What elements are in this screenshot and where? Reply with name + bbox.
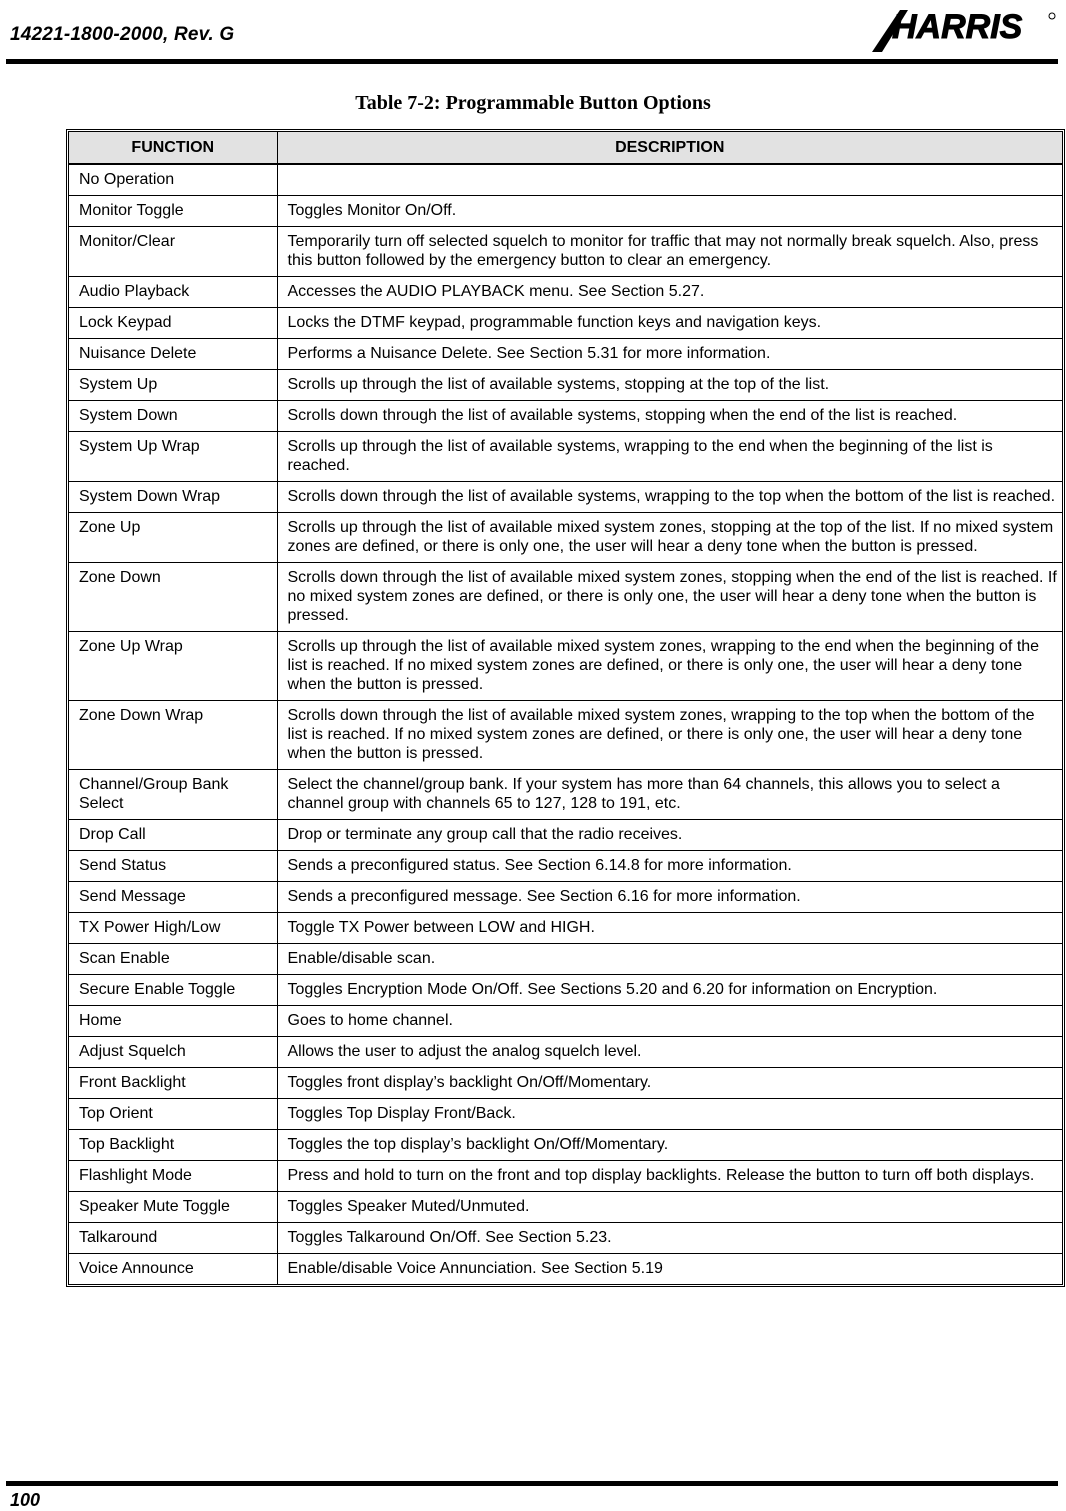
description-cell: Scrolls up through the list of available systems, stopping at the top of the list. (277, 370, 1062, 401)
function-cell: Zone Down (69, 563, 277, 632)
table-row (69, 1099, 1062, 1130)
harris-logo (862, 4, 1058, 54)
description-cell: Temporarily turn off selected squelch to monitor for traffic that may not normally break squelch. Also, press this button followed by the emergency button to clear an emergency. (277, 227, 1062, 277)
header-function: FUNCTION (69, 132, 277, 164)
description-cell: Drop or terminate any group call that the radio receives. (277, 820, 1062, 851)
table-row (69, 913, 1062, 944)
function-cell: System Up Wrap (69, 432, 277, 482)
function-cell: Monitor/Clear (69, 227, 277, 277)
description-cell: Scrolls down through the list of available mixed system zones, stopping when the end of the list is reached. If no mixed system zones are defined, or there is only one, the user will hear a deny tone when the button is pressed. (277, 563, 1062, 632)
function-cell: Zone Down Wrap (69, 701, 277, 770)
function-cell: Channel/Group Bank Select (69, 770, 277, 820)
table-row (69, 563, 1062, 632)
table-row (69, 339, 1062, 370)
document-id: 14221-1800-2000, Rev. G (10, 24, 235, 45)
description-cell: Scrolls up through the list of available mixed system zones, wrapping to the end when the beginning of the list is reached. If no mixed system zones are defined, or there is only one, the user will hear a deny tone when the button is pressed. (277, 632, 1062, 701)
table-row (69, 632, 1062, 701)
description-cell (277, 164, 1062, 196)
function-cell: Monitor Toggle (69, 196, 277, 227)
table-row (69, 1130, 1062, 1161)
button-options-table (66, 129, 1065, 1287)
function-cell: System Down Wrap (69, 482, 277, 513)
description-cell: Toggles Speaker Muted/Unmuted. (277, 1192, 1062, 1223)
function-cell: Send Message (69, 882, 277, 913)
function-cell: Nuisance Delete (69, 339, 277, 370)
function-cell: Voice Announce (69, 1254, 277, 1285)
function-cell: Top Orient (69, 1099, 277, 1130)
table-row (69, 432, 1062, 482)
table-row (69, 513, 1062, 563)
description-cell: Toggles Talkaround On/Off. See Section 5.23. (277, 1223, 1062, 1254)
table-row (69, 770, 1062, 820)
function-cell: Adjust Squelch (69, 1037, 277, 1068)
description-cell: Goes to home channel. (277, 1006, 1062, 1037)
function-cell: System Up (69, 370, 277, 401)
description-cell: Sends a preconfigured message. See Section 6.16 for more information. (277, 882, 1062, 913)
description-cell: Toggles front display’s backlight On/Off/Momentary. (277, 1068, 1062, 1099)
table-header-row (69, 132, 1062, 164)
function-cell: Lock Keypad (69, 308, 277, 339)
function-cell: Drop Call (69, 820, 277, 851)
description-cell: Toggle TX Power between LOW and HIGH. (277, 913, 1062, 944)
function-cell: Top Backlight (69, 1130, 277, 1161)
table-row (69, 401, 1062, 432)
function-cell: System Down (69, 401, 277, 432)
table-row (69, 482, 1062, 513)
function-cell: Zone Up Wrap (69, 632, 277, 701)
description-cell: Toggles the top display’s backlight On/Off/Momentary. (277, 1130, 1062, 1161)
table-row (69, 944, 1062, 975)
table-row (69, 227, 1062, 277)
table-row (69, 1254, 1062, 1285)
function-cell: Zone Up (69, 513, 277, 563)
function-cell: Audio Playback (69, 277, 277, 308)
function-cell: Talkaround (69, 1223, 277, 1254)
logo-text: HARRIS (892, 8, 1023, 46)
table-row (69, 370, 1062, 401)
table-row (69, 1006, 1062, 1037)
description-cell: Enable/disable scan. (277, 944, 1062, 975)
description-cell: Scrolls up through the list of available mixed system zones, stopping at the top of the list. If no mixed system zones are defined, or there is only one, the user will hear a deny tone when the button is pressed. (277, 513, 1062, 563)
page-number: 100 (10, 1490, 41, 1510)
table-row (69, 1192, 1062, 1223)
description-cell: Scrolls down through the list of available systems, wrapping to the top when the bottom of the list is reached. (277, 482, 1062, 513)
function-cell: Flashlight Mode (69, 1161, 277, 1192)
description-cell: Accesses the AUDIO PLAYBACK menu. See Section 5.27. (277, 277, 1062, 308)
function-cell: Home (69, 1006, 277, 1037)
description-cell: Press and hold to turn on the front and top display backlights. Release the button to turn off both displays. (277, 1161, 1062, 1192)
description-cell: Scrolls down through the list of available mixed system zones, wrapping to the top when the bottom of the list is reached. If no mixed system zones are defined, or there is only one, the user will hear a deny tone when the button is pressed. (277, 701, 1062, 770)
description-cell: Scrolls down through the list of available systems, stopping when the end of the list is reached. (277, 401, 1062, 432)
function-cell: No Operation (69, 164, 277, 196)
function-cell: Front Backlight (69, 1068, 277, 1099)
description-cell: Enable/disable Voice Annunciation. See Section 5.19 (277, 1254, 1062, 1285)
description-cell: Performs a Nuisance Delete. See Section 5.31 for more information. (277, 339, 1062, 370)
function-cell: Speaker Mute Toggle (69, 1192, 277, 1223)
function-cell: TX Power High/Low (69, 913, 277, 944)
table-row (69, 1223, 1062, 1254)
table-row (69, 1068, 1062, 1099)
function-cell: Send Status (69, 851, 277, 882)
description-cell: Toggles Top Display Front/Back. (277, 1099, 1062, 1130)
table-body (69, 164, 1062, 1284)
table-row (69, 1037, 1062, 1068)
table-row (69, 820, 1062, 851)
description-cell: Allows the user to adjust the analog squelch level. (277, 1037, 1062, 1068)
table-row (69, 882, 1062, 913)
description-cell: Scrolls up through the list of available systems, wrapping to the end when the beginning of the list is reached. (277, 432, 1062, 482)
description-cell: Toggles Encryption Mode On/Off. See Sections 5.20 and 6.20 for information on Encryption. (277, 975, 1062, 1006)
table-row (69, 196, 1062, 227)
description-cell: Sends a preconfigured status. See Section 6.14.8 for more information. (277, 851, 1062, 882)
table-row (69, 701, 1062, 770)
function-cell: Secure Enable Toggle (69, 975, 277, 1006)
table-row (69, 277, 1062, 308)
header-rule (6, 59, 1058, 64)
table-row (69, 308, 1062, 339)
header-description: DESCRIPTION (277, 132, 1062, 164)
table-caption: Table 7-2: Programmable Button Options (355, 92, 711, 114)
description-cell: Select the channel/group bank. If your system has more than 64 channels, this allows you to select a channel group with channels 65 to 127, 128 to 191, etc. (277, 770, 1062, 820)
table-row (69, 1161, 1062, 1192)
footer-rule (6, 1481, 1058, 1486)
table-row (69, 851, 1062, 882)
table-row (69, 975, 1062, 1006)
description-cell: Locks the DTMF keypad, programmable function keys and navigation keys. (277, 308, 1062, 339)
table-row (69, 164, 1062, 196)
description-cell: Toggles Monitor On/Off. (277, 196, 1062, 227)
function-cell: Scan Enable (69, 944, 277, 975)
